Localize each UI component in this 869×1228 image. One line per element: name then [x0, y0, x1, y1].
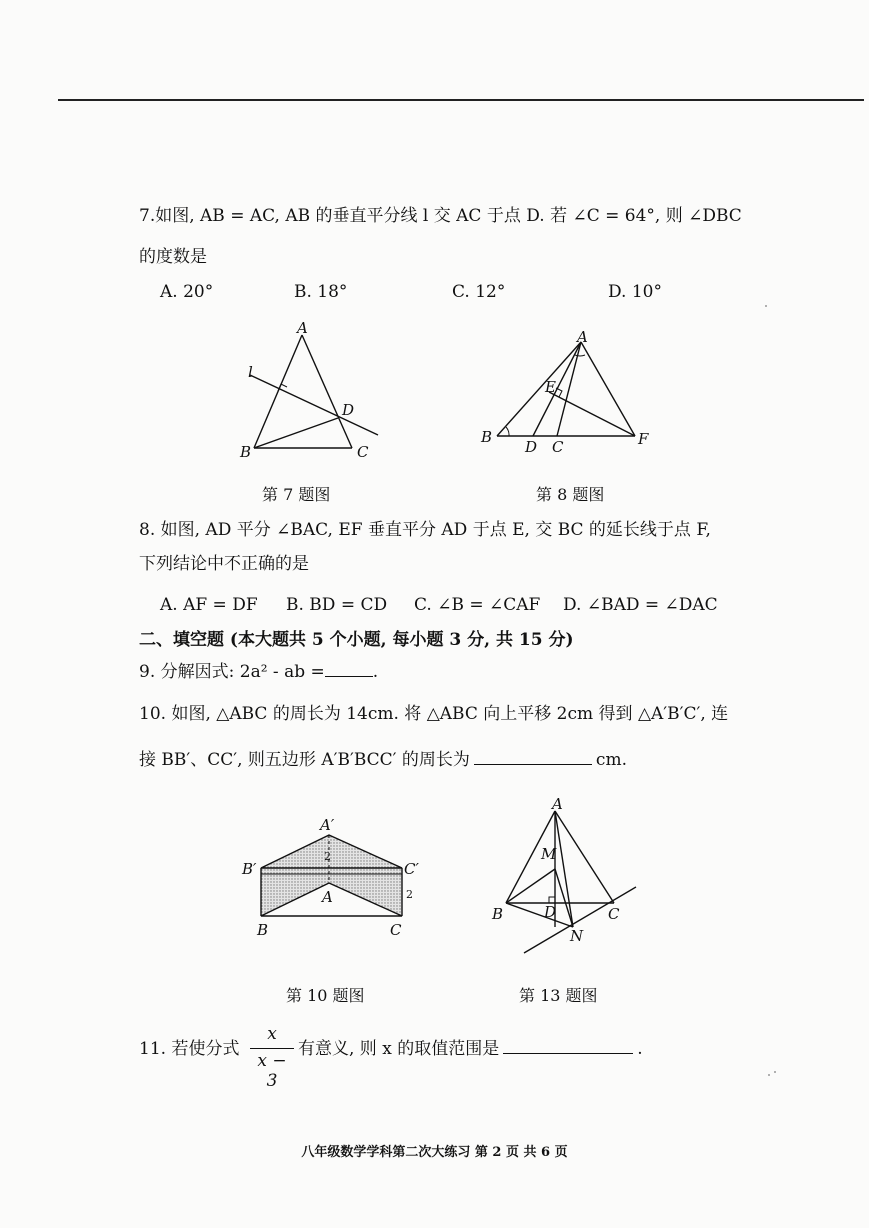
fig13-segment-ac: [555, 811, 614, 903]
fig13-label-b: B: [492, 905, 504, 923]
top-rule: [58, 99, 864, 101]
q10-line2-text: 接 BB′、CC′, 则五边形 A′B′BCC′ 的周长为: [139, 750, 470, 770]
figure-10: [240, 812, 430, 942]
q9-suffix: .: [372, 662, 379, 682]
q7-option-b: B. 18°: [294, 282, 348, 302]
fig8-label-b: B: [481, 428, 493, 446]
fig7-caption: 第 7 题图: [262, 485, 331, 504]
q10-line2-suffix: cm.: [595, 750, 627, 770]
q7-line1: 7.如图, AB = AC, AB 的垂直平分线 l 交 AC 于点 D. 若 ∠C = 64°, 则 ∠DBC: [139, 206, 742, 226]
q11-numerator: x: [267, 1024, 277, 1044]
q10-line2: [139, 749, 627, 771]
fig10-label-b1: B′: [242, 860, 257, 878]
q11-suffix: 有意义, 则 x 的取值范围是: [298, 1039, 500, 1059]
fig13-label-m: M: [541, 845, 557, 863]
q9-text: 9. 分解因式: 2a² - ab =: [139, 662, 325, 682]
q7-option-a: A. 20°: [160, 282, 214, 302]
scan-speck: [768, 1074, 770, 1076]
fig10-label-c1: C′: [404, 860, 419, 878]
q9: [139, 661, 378, 683]
fig8-label-f: F: [638, 430, 649, 448]
fig10-caption: 第 10 题图: [286, 986, 365, 1005]
fig7-label-a: A: [297, 319, 308, 337]
q9-answer-blank[interactable]: [325, 676, 373, 677]
page-footer: 八年级数学学科第二次大练习 第 2 页 共 6 页: [301, 1145, 568, 1160]
scan-speck: [765, 305, 767, 307]
section2-heading: 二、填空题 (本大题共 5 个小题, 每小题 3 分, 共 15 分): [139, 630, 574, 650]
fig8-label-a: A: [577, 328, 588, 346]
figure-7: [230, 315, 400, 465]
fig8-label-c: C: [552, 438, 564, 456]
fig13-segment-an: [555, 811, 573, 927]
fig7-label-d: D: [342, 401, 355, 419]
fig10-label-a: A: [322, 888, 333, 906]
q11-prefix: 11. 若使分式: [139, 1039, 240, 1059]
fig13-segment-mn: [555, 869, 573, 927]
q7-line2: 的度数是: [139, 247, 207, 267]
fig10-label-a1: A′: [320, 816, 335, 834]
scan-speck: [774, 1071, 776, 1073]
figure-13: [488, 795, 648, 965]
fig8-angle-a-mark: [575, 355, 585, 356]
fig8-label-e: E: [545, 378, 556, 396]
q7-option-d: D. 10°: [608, 282, 662, 302]
fig13-segment-bn: [506, 903, 573, 927]
fig13-caption: 第 13 题图: [519, 986, 598, 1005]
fig7-segment-ab: [254, 335, 302, 448]
q8-line1: 8. 如图, AD 平分 ∠BAC, EF 垂直平分 AD 于点 E, 交 BC 的延长线于点 F,: [139, 520, 711, 540]
fig10-label-c: C: [390, 921, 402, 939]
fig13-label-n: N: [570, 927, 584, 945]
figure-8: [475, 328, 665, 458]
q8-option-d: D. ∠BAD = ∠DAC: [563, 595, 718, 615]
q11-tail: [298, 1038, 643, 1060]
fig10-label-b: B: [257, 921, 269, 939]
q8-option-c: C. ∠B = ∠CAF: [414, 595, 541, 615]
q11-fraction-bar: [250, 1048, 294, 1049]
q7-option-c: C. 12°: [452, 282, 506, 302]
q11-answer-blank[interactable]: [503, 1053, 633, 1054]
fig10-label-2a: 2: [324, 850, 331, 863]
q11-end: .: [637, 1039, 643, 1059]
fig7-label-b: B: [240, 443, 252, 461]
fig7-label-l: l: [248, 363, 253, 381]
fig10-label-2b: 2: [406, 888, 413, 901]
fig8-caption: 第 8 题图: [536, 485, 605, 504]
fig7-segment-bd: [254, 418, 338, 448]
q8-option-a: A. AF = DF: [160, 595, 258, 615]
fig13-label-a: A: [552, 795, 563, 813]
fig8-label-d: D: [525, 438, 538, 456]
q10-answer-blank[interactable]: [474, 764, 592, 765]
fig7-label-c: C: [357, 443, 369, 461]
fig13-segment-bm: [506, 869, 555, 903]
fig8-angle-b-mark: [506, 427, 509, 436]
fig13-label-c: C: [608, 905, 620, 923]
fig7-segment-ac: [302, 335, 355, 448]
q10-line1: 10. 如图, △ABC 的周长为 14cm. 将 △ABC 向上平移 2cm 得到 △A′B′C′, 连: [139, 704, 729, 724]
q8-line2: 下列结论中不正确的是: [139, 554, 309, 574]
q8-option-b: B. BD = CD: [286, 595, 388, 615]
q11-denominator: x − 3: [257, 1051, 287, 1091]
fig13-label-d: D: [544, 903, 557, 921]
